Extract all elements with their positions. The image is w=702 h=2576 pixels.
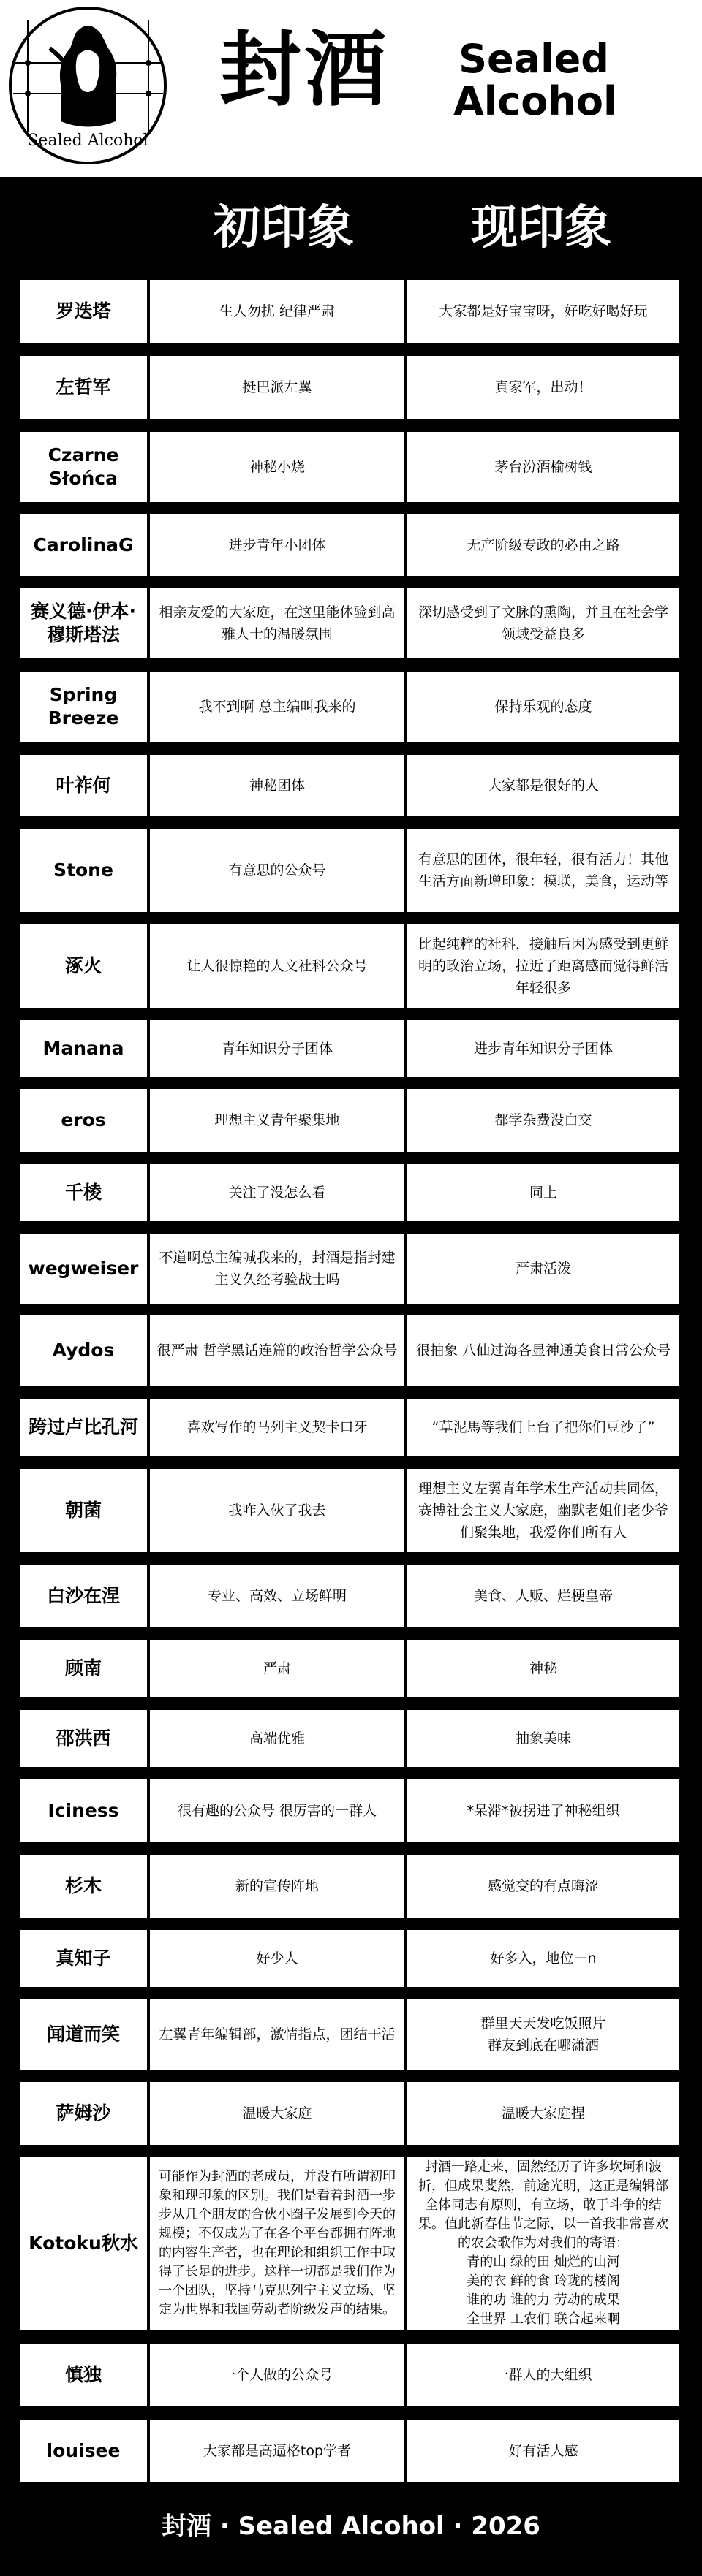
- name-cell: 萨姆沙: [20, 2082, 147, 2145]
- brand-title-cn: 封酒: [219, 23, 389, 118]
- name-cell: 罗迭塔: [20, 280, 147, 343]
- first-impression-cell: 青年知识分子团体: [150, 1020, 404, 1077]
- current-impression-cell: 温暖大家庭捏: [407, 2082, 679, 2145]
- first-impression-cell: 大家都是高逼格top学者: [150, 2420, 404, 2482]
- first-impression-cell: 有意思的公众号: [150, 829, 404, 912]
- table-row: [20, 1020, 682, 1077]
- current-impression-cell: 理想主义左翼青年学术生产活动共同体，赛博社会主义大家庭，幽默老姐们老少爷们聚集地，我爱你们所有人: [407, 1469, 679, 1552]
- table-row: [20, 1710, 682, 1767]
- table-row: [20, 1089, 682, 1152]
- current-impression-cell: 神秘: [407, 1640, 679, 1697]
- name-cell: 叶祚何: [20, 755, 147, 816]
- name-cell: 左哲军: [20, 356, 147, 419]
- table-row: [20, 1779, 682, 1842]
- name-cell: louisee: [20, 2420, 147, 2482]
- first-impression-cell: 神秘小烧: [150, 432, 404, 502]
- name-cell: 涿火: [20, 924, 147, 1008]
- table-row: [20, 1999, 682, 2070]
- first-impression-cell: 可能作为封酒的老成员，并没有所谓初印象和现印象的区别。我们是看着封酒一步步从几个朋友的合伙小圈子发展到今天的规模；不仅成为了在各个平台都拥有阵地的内容生产者，也在理论和组织工作中取得了长足的进步。这样一切都是我们作为一个团队，坚持马克思列宁主义立场、坚定为世界和我国劳动者阶级发声的结果。: [150, 2157, 404, 2330]
- table-row: [20, 2157, 682, 2330]
- name-cell: Spring Breeze: [20, 672, 147, 742]
- first-impression-cell: 温暖大家庭: [150, 2082, 404, 2145]
- column-header-first-impression: 初印象: [214, 201, 354, 255]
- first-impression-cell: 神秘团体: [150, 755, 404, 816]
- name-cell: 慎独: [20, 2344, 147, 2406]
- name-cell: wegweiser: [20, 1234, 147, 1304]
- current-impression-cell: 无产阶级专政的必由之路: [407, 514, 679, 576]
- sealed-alcohol-logo: [6, 4, 170, 167]
- name-cell: 千棱: [20, 1164, 147, 1221]
- name-cell: 杉木: [20, 1855, 147, 1918]
- current-impression-cell: 群里天天发吃饭照片 群友到底在哪潇洒: [407, 1999, 679, 2070]
- first-impression-cell: 严肃: [150, 1640, 404, 1697]
- first-impression-cell: 生人勿扰 纪律严肃: [150, 280, 404, 343]
- name-cell: 闻道而笑: [20, 1999, 147, 2070]
- footer-text: 封酒 · Sealed Alcohol · 2026: [162, 2512, 540, 2541]
- first-impression-cell: 不道啊总主编喊我来的，封酒是指封建主义久经考验战士吗: [150, 1234, 404, 1304]
- table-row: [20, 1565, 682, 1627]
- current-impression-cell: *呆滞*被拐进了神秘组织: [407, 1779, 679, 1842]
- current-impression-cell: 保持乐观的态度: [407, 672, 679, 742]
- table-row: [20, 1164, 682, 1221]
- first-impression-cell: 专业、高效、立场鲜明: [150, 1565, 404, 1627]
- current-impression-cell: 比起纯粹的社科，接触后因为感受到更鲜明的政治立场，拉近了距离感而觉得鲜活年轻很多: [407, 924, 679, 1008]
- current-impression-cell: 都学杂费没白交: [407, 1089, 679, 1152]
- name-cell: Iciness: [20, 1779, 147, 1842]
- current-impression-cell: 茅台汾酒榆树钱: [407, 432, 679, 502]
- current-impression-cell: 很抽象 八仙过海各显神通美食日常公众号: [407, 1315, 679, 1386]
- first-impression-cell: 很有趣的公众号 很厉害的一群人: [150, 1779, 404, 1842]
- table-row: [20, 1930, 682, 1987]
- name-cell: 白沙在涅: [20, 1565, 147, 1627]
- first-impression-cell: 一个人做的公众号: [150, 2344, 404, 2406]
- table-row: [20, 2344, 682, 2406]
- first-impression-cell: 相亲友爱的大家庭，在这里能体验到高雅人士的温暖氛围: [150, 588, 404, 658]
- name-cell: Manana: [20, 1020, 147, 1077]
- current-impression-cell: 感觉变的有点晦涩: [407, 1855, 679, 1918]
- name-cell: Aydos: [20, 1315, 147, 1386]
- name-cell: CarolinaG: [20, 514, 147, 576]
- table-row: [20, 280, 682, 343]
- first-impression-cell: 挺巴派左翼: [150, 356, 404, 419]
- table-row: [20, 432, 682, 502]
- first-impression-cell: 理想主义青年聚集地: [150, 1089, 404, 1152]
- first-impression-cell: 我不到啊 总主编叫我来的: [150, 672, 404, 742]
- svg-text:Sealed Alcohol: Sealed Alcohol: [27, 132, 148, 150]
- current-impression-cell: 抽象美味: [407, 1710, 679, 1767]
- current-impression-cell: 封酒一路走来，固然经历了许多坎坷和波折，但成果斐然，前途光明，这正是编辑部全体同志有原则，有立场，敢于斗争的结果。值此新春佳节之际，以一首我非常喜欢的农会歌作为对我们的寄语： 青的山 绿的田 灿烂的山河 美的衣 鲜的食 玲珑的楼阁 谁的功 谁的力 劳动的成果 全世界 工农们 联合起来啊: [407, 2157, 679, 2330]
- name-cell: 赛义德·伊本·穆斯塔法: [20, 588, 147, 658]
- current-impression-cell: 好有活人感: [407, 2420, 679, 2482]
- first-impression-cell: 喜欢写作的马列主义契卡口牙: [150, 1399, 404, 1456]
- table-row: [20, 588, 682, 658]
- first-impression-cell: 很严肃 哲学黑话连篇的政治哲学公众号: [150, 1315, 404, 1386]
- first-impression-cell: 左翼青年编辑部，激情指点，团结干活: [150, 1999, 404, 2070]
- table-row: [20, 829, 682, 912]
- table-row: [20, 1234, 682, 1304]
- first-impression-cell: 好少人: [150, 1930, 404, 1987]
- table-row: [20, 356, 682, 419]
- current-impression-cell: 同上: [407, 1164, 679, 1221]
- name-cell: Czarne Słońca: [20, 432, 147, 502]
- table-row: [20, 1855, 682, 1918]
- table-row: [20, 1640, 682, 1697]
- table-row: [20, 1469, 682, 1552]
- table-row: [20, 2420, 682, 2482]
- first-impression-cell: 进步青年小团体: [150, 514, 404, 576]
- brand-title-en: Sealed Alcohol: [453, 36, 617, 124]
- table-row: [20, 924, 682, 1008]
- name-cell: 真知子: [20, 1930, 147, 1987]
- current-impression-cell: “草泥馬等我们上台了把你们豆沙了”: [407, 1399, 679, 1456]
- column-header-current-impression: 现印象: [471, 201, 611, 255]
- current-impression-cell: 进步青年知识分子团体: [407, 1020, 679, 1077]
- table-row: [20, 2082, 682, 2145]
- table-row: [20, 514, 682, 576]
- current-impression-cell: 有意思的团体，很年轻，很有活力！其他生活方面新增印象：模联，美食，运动等: [407, 829, 679, 912]
- name-cell: 顾南: [20, 1640, 147, 1697]
- current-impression-cell: 深切感受到了文脉的熏陶，并且在社会学领域受益良多: [407, 588, 679, 658]
- current-impression-cell: 真家军，出动！: [407, 356, 679, 419]
- current-impression-cell: 大家都是很好的人: [407, 755, 679, 816]
- name-cell: eros: [20, 1089, 147, 1152]
- first-impression-cell: 关注了没怎么看: [150, 1164, 404, 1221]
- current-impression-cell: 好多入，地位－n: [407, 1930, 679, 1987]
- table-row: [20, 1315, 682, 1386]
- first-impression-cell: 我咋入伙了我去: [150, 1469, 404, 1552]
- name-cell: Stone: [20, 829, 147, 912]
- first-impression-cell: 新的宣传阵地: [150, 1855, 404, 1918]
- table-row: [20, 672, 682, 742]
- current-impression-cell: 严肃活泼: [407, 1234, 679, 1304]
- name-cell: 邵洪西: [20, 1710, 147, 1767]
- header: [0, 0, 702, 177]
- name-cell: 朝菌: [20, 1469, 147, 1552]
- first-impression-cell: 让人很惊艳的人文社科公众号: [150, 924, 404, 1008]
- table-row: [20, 1399, 682, 1456]
- current-impression-cell: 大家都是好宝宝呀，好吃好喝好玩: [407, 280, 679, 343]
- current-impression-cell: 美食、人贩、烂梗皇帝: [407, 1565, 679, 1627]
- first-impression-cell: 高端优雅: [150, 1710, 404, 1767]
- current-impression-cell: 一群人的大组织: [407, 2344, 679, 2406]
- name-cell: 跨过卢比孔河: [20, 1399, 147, 1456]
- name-cell: Kotoku秋水: [20, 2157, 147, 2330]
- table-row: [20, 755, 682, 816]
